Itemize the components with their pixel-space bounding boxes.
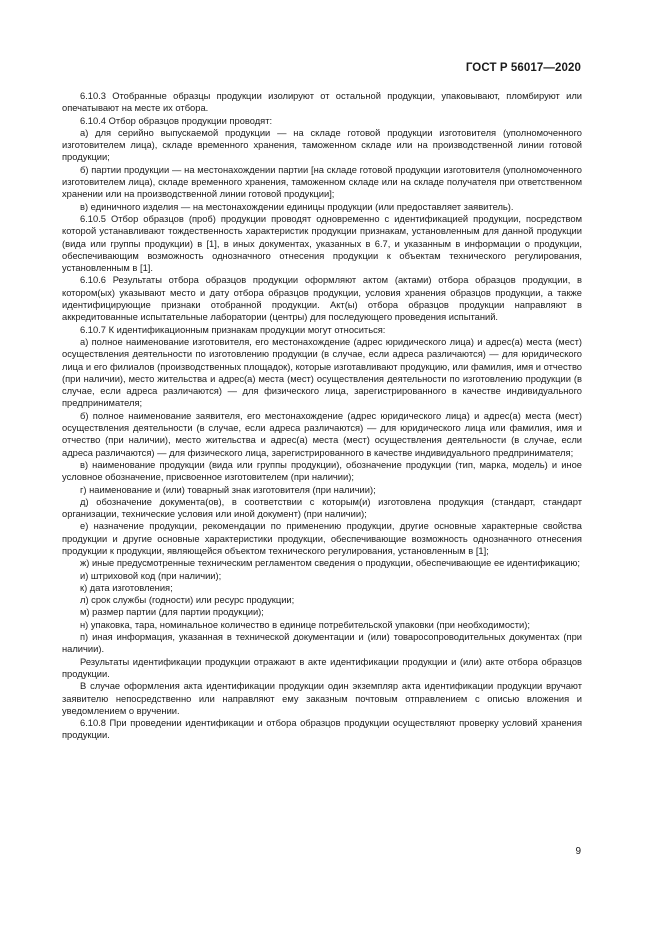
paragraph-6-10-6: 6.10.6 Результаты отбора образцов продукции оформляют актом (актами) отбора образцов продукции, в котором(ых) указывают место и дату отбора образцов продукции, условия хранения образцов продукции, а также идентифицирующие признаки отобранной продукции. Акт(ы) отбора образцов продукции направляют в аккредитованные испытательные лаборатории (центры) для последующего проведения испытаний. <box>62 275 582 323</box>
paragraph-6-10-5: 6.10.5 Отбор образцов (проб) продукции проводят одновременно с идентификацией продукции, посредством которой устанавливают тождественность характеристик продукции признакам, установленным для данной продукции (вида или группы продукции) в [1], в иных документах, указанных в 6.7, и указанным в информации о продукции, обеспечивающим возможность однозначного отнесения продукции к объектам технического регулирования, установленным в [1]. <box>62 213 582 274</box>
list-item-p: п) иная информация, указанная в технической документации и (или) товаросопроводительных документах (при наличии). <box>62 632 582 655</box>
paragraph-act-delivery: В случае оформления акта идентификации продукции один экземпляр акта идентификации продукции вручают заявителю непосредственно или направляют ему заказным почтовым отправлением с описью вложения и уведомлением о вручении. <box>62 681 582 716</box>
paragraph-6-10-8: 6.10.8 При проведении идентификации и отбора образцов продукции осуществляют проверку условий хранения продукции. <box>62 718 582 741</box>
list-item-b: б) полное наименование заявителя, его местонахождение (адрес юридического лица) и адрес(а) места (мест) осуществления деятельности (в случае, если адреса различаются) — для юридического лица или фамилия, имя и отчество (при наличии), место жительства и адрес(а) места (мест) осуществления деятельности (в случае, если адреса различаются) — для физического лица, зарегистрированного в качестве индивидуального предпринимателя; <box>62 410 582 458</box>
document-body <box>62 90 582 742</box>
document-code: ГОСТ Р 56017—2020 <box>465 62 581 74</box>
paragraph-6-10-7: 6.10.7 К идентификационным признакам продукции могут относиться: <box>80 324 386 335</box>
paragraph-6-10-3: 6.10.3 Отобранные образцы продукции изолируют от остальной продукции, упаковывают, пломбируют или опечатывают на месте их отбора. <box>62 91 582 114</box>
list-item-v: в) единичного изделия — на местонахождении единицы продукции (или предоставляет заявитель). <box>80 201 514 212</box>
list-item-n: н) упаковка, тара, номинальное количество в единице потребительской упаковки (при необходимости); <box>80 619 530 630</box>
paragraph-results: Результаты идентификации продукции отражают в акте идентификации продукции и (или) акте отбора образцов продукции. <box>62 656 582 679</box>
list-item-g: г) наименование и (или) товарный знак изготовителя (при наличии); <box>80 484 376 495</box>
list-item-m: м) размер партии (для партии продукции); <box>80 607 264 618</box>
list-item-b: б) партии продукции — на местонахождении партии [на складе готовой продукции изготовителя (уполномоченного изготовителем лица), складе временного хранения, таможенном складе или на складе получателя при ответственном хранении или на производственной линии готовой продукции]; <box>62 164 582 200</box>
list-item-e: е) назначение продукции, рекомендации по применению продукции, другие основные характерные свойства продукции и другие основные характеристики продукции, обеспечивающие возможность однозначного отнесения продукции к продукции, являющейся объектом технического регулирования, установленным в [1]; <box>62 521 582 556</box>
page-number: 9 <box>575 846 581 857</box>
list-item-k: к) дата изготовления; <box>80 582 173 593</box>
list-item-zh: ж) иные предусмотренные техническим регламентом сведения о продукции, обеспечивающие ее идентификацию; <box>80 558 581 569</box>
list-item-a: а) для серийно выпускаемой продукции — на складе готовой продукции изготовителя (уполномоченного изготовителем лица), складе временного хранения, таможенном складе или на производственной линии готовой продукции; <box>62 127 582 163</box>
paragraph-6-10-4: 6.10.4 Отбор образцов продукции проводят: <box>80 115 273 126</box>
list-item-v: в) наименование продукции (вида или группы продукции), обозначение продукции (тип, марка, модель) и иное условное обозначение, присвоенное изготовителем (при наличии); <box>62 459 582 483</box>
list-item-a: а) полное наименование изготовителя, его местонахождение (адрес юридического лица) и адрес(а) места (мест) осуществления деятельности по изготовлению продукции (в случае, если адреса различаются) — для юридического лица и его филиалов (производственных площадок), которые изготавливают продукцию, или фамилия, имя и отчество (при наличии), место жительства и адрес(а) места (мест) осуществления деятельности по изготовлению продукции (в случае, если адреса различаются) — для физического лица, зарегистрированного в качестве индивидуального предпринимателя; <box>62 336 582 409</box>
list-item-l: л) срок службы (годности) или ресурс продукции; <box>80 595 295 606</box>
list-item-d: д) обозначение документа(ов), в соответствии с которым(и) изготовлена продукция (стандарт, стандарт организации, технические условия или иной документ) (при наличии); <box>62 496 582 520</box>
list-item-i: и) штриховой код (при наличии); <box>80 570 222 581</box>
